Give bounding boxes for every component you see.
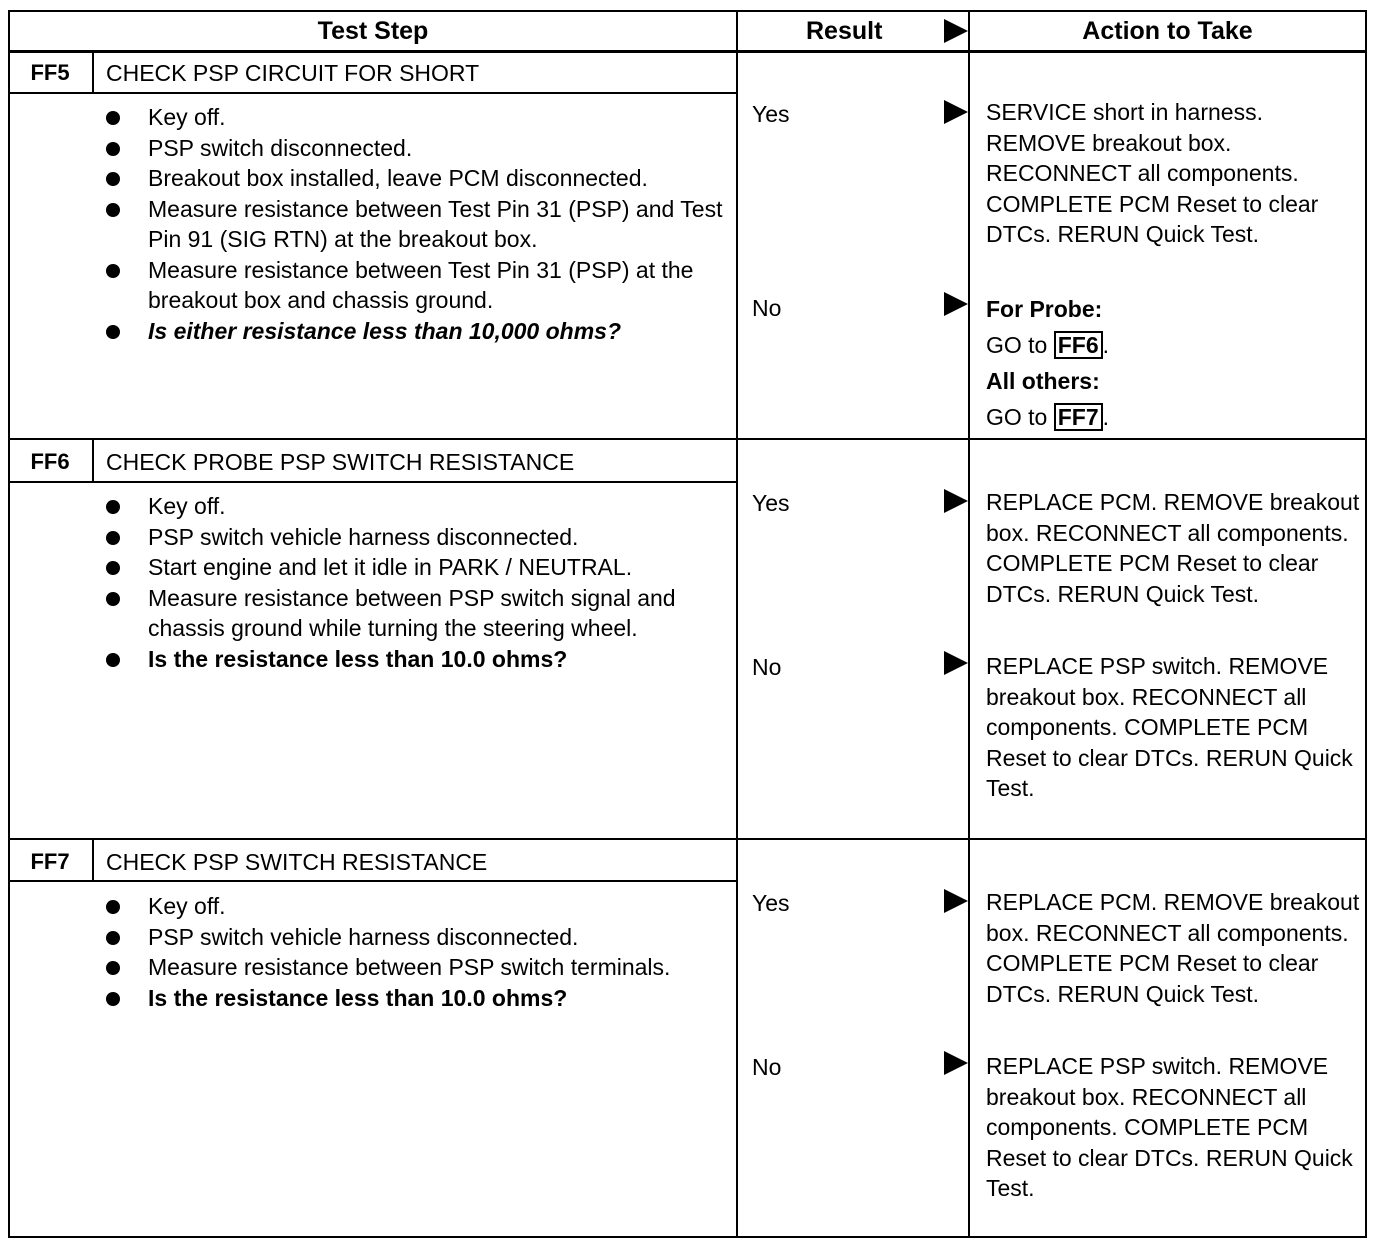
bullet-icon [106, 653, 120, 667]
ff5-probe-label: For Probe: [986, 296, 1103, 322]
ff6-yes-arrow-icon [944, 489, 968, 513]
table-border-left [8, 10, 10, 1238]
ff6-result-no: No [752, 654, 782, 680]
goto-ff6-link[interactable]: FF6 [1054, 331, 1103, 359]
list-item-question: Is either resistance less than 10,000 ohms? [104, 316, 724, 347]
goto-ff7-link[interactable]: FF7 [1054, 403, 1103, 431]
ff6-yes-action: REPLACE PCM. REMOVE breakout box. RECONNECT all components. COMPLETE PCM Reset to clear DTCs. RERUN Quick Test. [986, 489, 1360, 607]
bullet-icon [106, 992, 120, 1006]
bullet-icon [106, 900, 120, 914]
bullet-icon [106, 172, 120, 186]
ff7-result-no: No [752, 1054, 782, 1080]
bullet-icon [106, 264, 120, 278]
row-divider-ff7 [8, 838, 1367, 840]
ff5-others-goto: GO to FF7 . [986, 404, 1110, 430]
column-divider-action [968, 10, 970, 1238]
bullet-icon [106, 961, 120, 975]
ff5-no-action [986, 291, 1360, 435]
bullet-icon [106, 203, 120, 217]
ff7-no-action: REPLACE PSP switch. REMOVE breakout box. RECONNECT all components. COMPLETE PCM Reset to clear DTCs. RERUN Quick Test. [986, 1053, 1353, 1201]
step-id-ff6: FF6 [30, 449, 70, 474]
bullet-icon [106, 931, 120, 945]
ff5-result-no: No [752, 295, 782, 321]
list-item-question: Is the resistance less than 10.0 ohms? [104, 983, 724, 1014]
ff5-others-label: All others: [986, 368, 1100, 394]
bullet-icon [106, 561, 120, 575]
bullet-icon [106, 142, 120, 156]
list-item: PSP switch disconnected. [104, 133, 724, 164]
step-title-ff7: CHECK PSP SWITCH RESISTANCE [106, 849, 488, 875]
ff5-result-yes: Yes [752, 101, 790, 127]
ff5-yes-action: SERVICE short in harness. REMOVE breakout box. RECONNECT all components. COMPLETE PCM Reset to clear DTCs. RERUN Quick Test. [986, 99, 1319, 247]
step-title-ff5: CHECK PSP CIRCUIT FOR SHORT [106, 60, 480, 86]
bullet-icon [106, 531, 120, 545]
ff5-bullet-list [104, 102, 724, 346]
list-item: PSP switch vehicle harness disconnected. [104, 522, 724, 553]
bullet-icon [106, 592, 120, 606]
ff5-probe-goto: GO to FF6 . [986, 332, 1110, 358]
step-title-ff6: CHECK PROBE PSP SWITCH RESISTANCE [106, 449, 575, 475]
list-item: Key off. [104, 491, 724, 522]
row-divider-ff6 [8, 438, 1367, 440]
bullet-icon [106, 500, 120, 514]
table-border-bottom [8, 1236, 1367, 1238]
ff7-id-divider [92, 840, 94, 880]
ff5-yes-arrow-icon [944, 100, 968, 124]
ff7-no-arrow-icon [944, 1051, 968, 1075]
column-divider-result [736, 10, 738, 1238]
list-item: Measure resistance between Test Pin 31 (PSP) at the breakout box and chassis ground. [104, 255, 724, 316]
ff5-id-divider [92, 52, 94, 92]
ff6-bullet-list [104, 491, 724, 674]
header-test-step: Test Step [317, 17, 429, 45]
ff7-yes-action: REPLACE PCM. REMOVE breakout box. RECONNECT all components. COMPLETE PCM Reset to clear DTCs. RERUN Quick Test. [986, 889, 1360, 1007]
ff6-no-action: REPLACE PSP switch. REMOVE breakout box. RECONNECT all components. COMPLETE PCM Reset to clear DTCs. RERUN Quick Test. [986, 653, 1353, 801]
ff6-id-divider [92, 440, 94, 481]
step-id-ff5: FF5 [30, 60, 70, 85]
list-item: Key off. [104, 891, 724, 922]
list-item: PSP switch vehicle harness disconnected. [104, 922, 724, 953]
ff7-yes-arrow-icon [944, 889, 968, 913]
bullet-icon [106, 111, 120, 125]
table-border-right [1365, 10, 1367, 1238]
list-item-question: Is the resistance less than 10.0 ohms? [104, 644, 724, 675]
list-item: Key off. [104, 102, 724, 133]
list-item: Measure resistance between PSP switch signal and chassis ground while turning the steering wheel. [104, 583, 724, 644]
list-item: Start engine and let it idle in PARK / NEUTRAL. [104, 552, 724, 583]
header-action: Action to Take [1082, 17, 1253, 45]
ff7-bullet-list [104, 891, 724, 1013]
ff7-result-yes: Yes [752, 890, 790, 916]
list-item: Measure resistance between Test Pin 31 (PSP) and Test Pin 91 (SIG RTN) at the breakout box. [104, 194, 724, 255]
header-arrow-icon [944, 19, 968, 43]
ff6-no-arrow-icon [944, 651, 968, 675]
step-id-ff7: FF7 [30, 849, 70, 874]
list-item: Measure resistance between PSP switch terminals. [104, 952, 724, 983]
header-result: Result [806, 17, 883, 45]
ff6-result-yes: Yes [752, 490, 790, 516]
bullet-icon [106, 325, 120, 339]
ff5-no-arrow-icon [944, 292, 968, 316]
list-item: Breakout box installed, leave PCM disconnected. [104, 163, 724, 194]
